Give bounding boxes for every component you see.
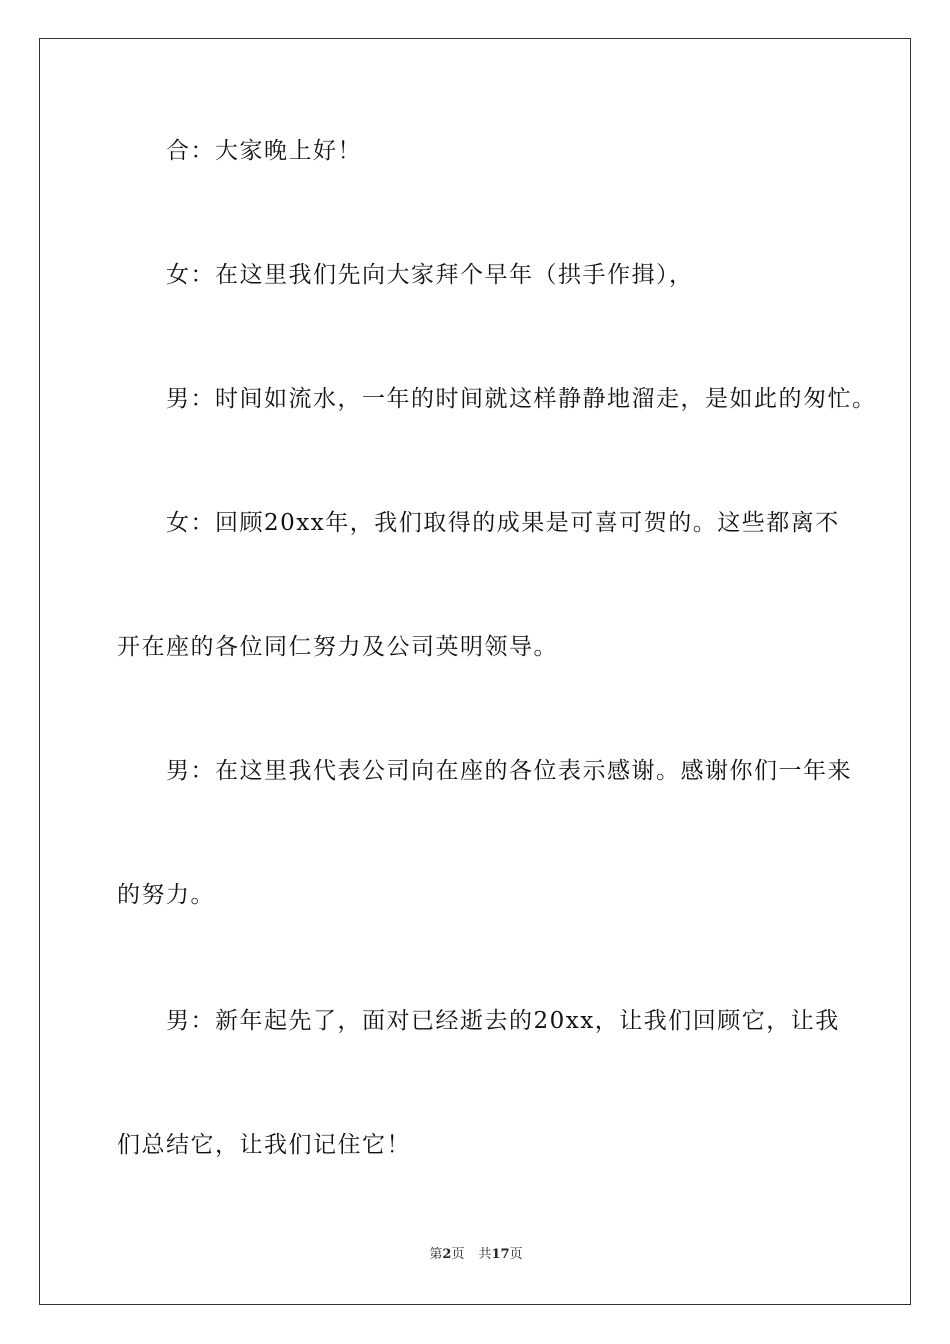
- total-suffix: 页: [509, 1247, 523, 1262]
- total-pages: 17: [491, 1247, 510, 1262]
- total-prefix: 共: [478, 1247, 492, 1262]
- page-number: 2: [442, 1247, 452, 1262]
- text-line-2: 女：在这里我们先向大家拜个早年（拱手作揖），: [166, 262, 694, 288]
- page-footer: [40, 1247, 912, 1263]
- text-line-9: 们总结它，让我们记住它！: [117, 1132, 411, 1158]
- page-prefix: 第: [429, 1247, 443, 1262]
- page-suffix: 页: [451, 1247, 465, 1262]
- text-line-7: 的努力。: [117, 882, 215, 908]
- text-line-4: 女：回顾20xx年，我们取得的成果是可喜可贺的。这些都离不: [166, 510, 840, 536]
- text-line-8: 男：新年起先了，面对已经逝去的20xx，让我们回顾它，让我: [166, 1008, 840, 1034]
- text-line-6: 男：在这里我代表公司向在座的各位表示感谢。感谢你们一年来: [166, 758, 852, 784]
- text-line-3: 男：时间如流水，一年的时间就这样静静地溜走，是如此的匆忙。: [166, 386, 877, 412]
- text-line-1: 合：大家晚上好！: [166, 138, 362, 164]
- text-line-5: 开在座的各位同仁努力及公司英明领导。: [117, 634, 558, 660]
- page-frame: [39, 38, 911, 1305]
